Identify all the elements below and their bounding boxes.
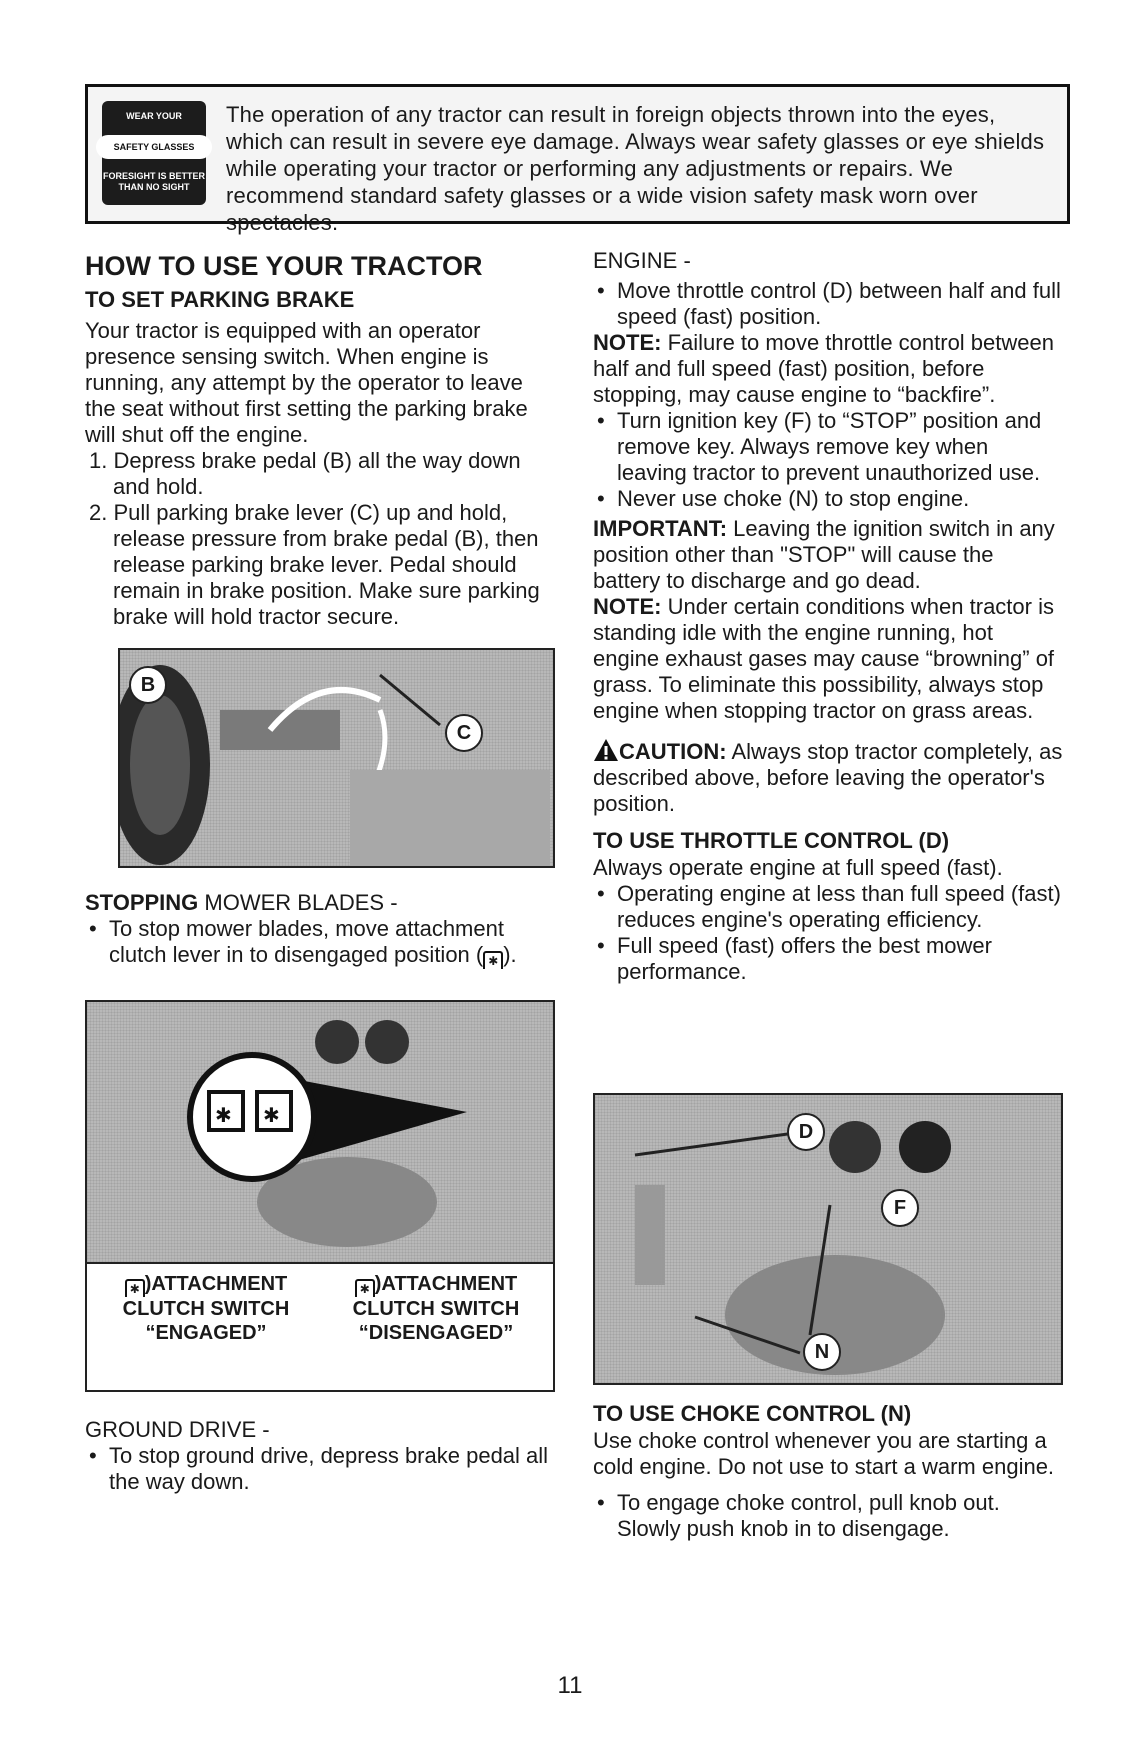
parking-step-1: 1. Depress brake pedal (B) all the way down and hold. xyxy=(89,448,521,499)
throttle-intro: Always operate engine at full speed (fast). xyxy=(593,855,1003,880)
icon-text-top: WEAR YOUR xyxy=(126,111,182,121)
engine-bullet-3-text: Never use choke (N) to stop engine. xyxy=(617,486,970,511)
stopping-bullet-end: ). xyxy=(503,942,517,967)
label-b: B xyxy=(129,666,167,704)
stopping-bullet-text: To stop mower blades, move attachment clutch lever in to disengaged position ( xyxy=(109,916,504,967)
important-text: Leaving the ignition switch in any position other than "STOP" will cause the battery to discharge and go dead. xyxy=(593,516,1055,593)
choke-bullet: • To engage choke control, pull knob out. Slowly push knob in to disengage. xyxy=(597,1490,1000,1541)
parking-step-2: 2. Pull parking brake lever (C) up and hold, release pressure from brake pedal (B), then release parking brake lever. Pedal should remain in brake position. Make sure parking brake will hold tractor secure. xyxy=(89,500,540,629)
throttle-bullet-2-text: Full speed (fast) offers the best mower performance. xyxy=(617,933,992,984)
dashboard-photo xyxy=(593,1093,1063,1385)
ground-drive-text: To stop ground drive, depress brake pedal all the way down. xyxy=(109,1443,549,1494)
choke-section xyxy=(593,1400,1063,1542)
caution-triangle-icon xyxy=(593,738,619,762)
brake-photo xyxy=(118,648,555,868)
clutch-disengaged-icon: ✱ xyxy=(483,951,503,969)
note-2-label: NOTE: xyxy=(593,594,662,619)
section-title: HOW TO USE YOUR TRACTOR xyxy=(85,251,483,281)
engine-bullet-2-text: Turn ignition key (F) to “STOP” position and remove key. Always remove key when leaving tractor to prevent unauthorized use. xyxy=(617,408,1042,485)
caption-engaged-text: )ATTACHMENT CLUTCH SWITCH “ENGAGED” xyxy=(122,1273,290,1344)
choke-intro: Use choke control whenever you are starting a cold engine. Do not use to start a warm engine. xyxy=(593,1428,1055,1479)
warning-text: The operation of any tractor can result in foreign objects thrown into the eyes, which can result in severe eye damage. Always wear safety glasses or eye shields while operating your tractor or performing any adjustments or repairs. We recommend standard safety glasses or a wide vision safety mask worn over spectacles. xyxy=(226,102,1045,235)
engine-bullet-2: • Turn ignition key (F) to “STOP” position and remove key. Always remove key when leaving tractor to prevent unauthorized use. xyxy=(597,408,1042,485)
choke-heading: TO USE CHOKE CONTROL (N) xyxy=(593,1401,912,1426)
ground-drive-heading: GROUND DRIVE - xyxy=(85,1417,270,1442)
engine-bullet-3: • Never use choke (N) to stop engine. xyxy=(597,486,970,511)
caution-note xyxy=(593,738,1063,817)
ground-drive-bullet: • To stop ground drive, depress brake pedal all the way down. xyxy=(89,1443,549,1494)
note-1 xyxy=(593,330,1063,408)
engine-bullet-1: • Move throttle control (D) between half and full speed (fast) position. xyxy=(597,278,1061,329)
clutch-caption-box xyxy=(85,1262,555,1392)
important-note xyxy=(593,516,1063,594)
note-1-text: Failure to move throttle control between half and full speed (fast) position, before stopping, may cause engine to “backfire”. xyxy=(593,330,1054,407)
engine-bullet-1-text: Move throttle control (D) between half and full speed (fast) position. xyxy=(617,278,1061,329)
note-2-text: Under certain conditions when tractor is standing idle with the engine running, hot engine exhaust gases may cause “browning” of grass. To eliminate this possibility, always stop engine when stopping tractor on grass areas. xyxy=(593,594,1055,723)
clutch-engaged-icon: ✱ xyxy=(125,1279,145,1297)
icon-text-middle: SAFETY GLASSES xyxy=(96,135,212,159)
important-label: IMPORTANT: xyxy=(593,516,728,541)
clutch-illustration xyxy=(87,1002,553,1262)
parking-brake-intro: Your tractor is equipped with an operator presence sensing switch. When engine is running, any attempt by the operator to leave the seat without first setting the parking brake will shut off the engine. xyxy=(85,318,528,447)
right-column-top xyxy=(593,248,1063,985)
brake-illustration xyxy=(120,650,553,866)
note-1-label: NOTE: xyxy=(593,330,662,355)
parking-brake-heading: TO SET PARKING BRAKE xyxy=(85,287,355,312)
choke-bullet-text: To engage choke control, pull knob out. Slowly push knob in to disengage. xyxy=(617,1490,1000,1541)
stopping-heading-bold: STOPPING xyxy=(85,890,199,915)
ground-drive-section xyxy=(85,1417,555,1495)
caption-engaged xyxy=(91,1272,321,1345)
label-d: D xyxy=(787,1113,825,1151)
label-n: N xyxy=(803,1333,841,1371)
caption-disengaged xyxy=(321,1272,551,1345)
label-c: C xyxy=(445,714,483,752)
caption-disengaged-text: )ATTACHMENT CLUTCH SWITCH “DISENGAGED” xyxy=(352,1273,520,1344)
icon-text-bottom: FORESIGHT IS BETTER THAN NO SIGHT xyxy=(102,171,205,192)
safety-glasses-icon xyxy=(102,101,206,205)
throttle-bullet-1-text: Operating engine at less than full speed (fast) reduces engine's operating efficiency. xyxy=(617,881,1061,932)
stopping-blades-section xyxy=(85,890,555,969)
caution-text: Always stop tractor completely, as described above, before leaving the operator's position. xyxy=(593,739,1063,816)
stopping-heading-rest: MOWER BLADES - xyxy=(198,890,398,915)
label-f: F xyxy=(881,1189,919,1227)
svg-text:✱: ✱ xyxy=(215,1103,232,1127)
throttle-heading: TO USE THROTTLE CONTROL (D) xyxy=(593,828,950,853)
throttle-bullet-1: • Operating engine at less than full speed (fast) reduces engine's operating efficiency. xyxy=(597,881,1061,932)
clutch-photo xyxy=(85,1000,555,1264)
engine-heading: ENGINE - xyxy=(593,248,691,273)
caution-label: CAUTION: xyxy=(619,739,727,764)
throttle-bullet-2: • Full speed (fast) offers the best mower performance. xyxy=(597,933,992,984)
stopping-bullet: • To stop mower blades, move attachment clutch lever in to disengaged position ( ✱ ). xyxy=(89,916,517,968)
note-2 xyxy=(593,594,1063,724)
left-column-top xyxy=(85,250,555,630)
page-number: 11 xyxy=(557,1672,583,1699)
clutch-disengaged-icon-2: ✱ xyxy=(355,1279,375,1297)
safety-warning-box xyxy=(85,84,1070,235)
svg-text:✱: ✱ xyxy=(263,1103,280,1127)
